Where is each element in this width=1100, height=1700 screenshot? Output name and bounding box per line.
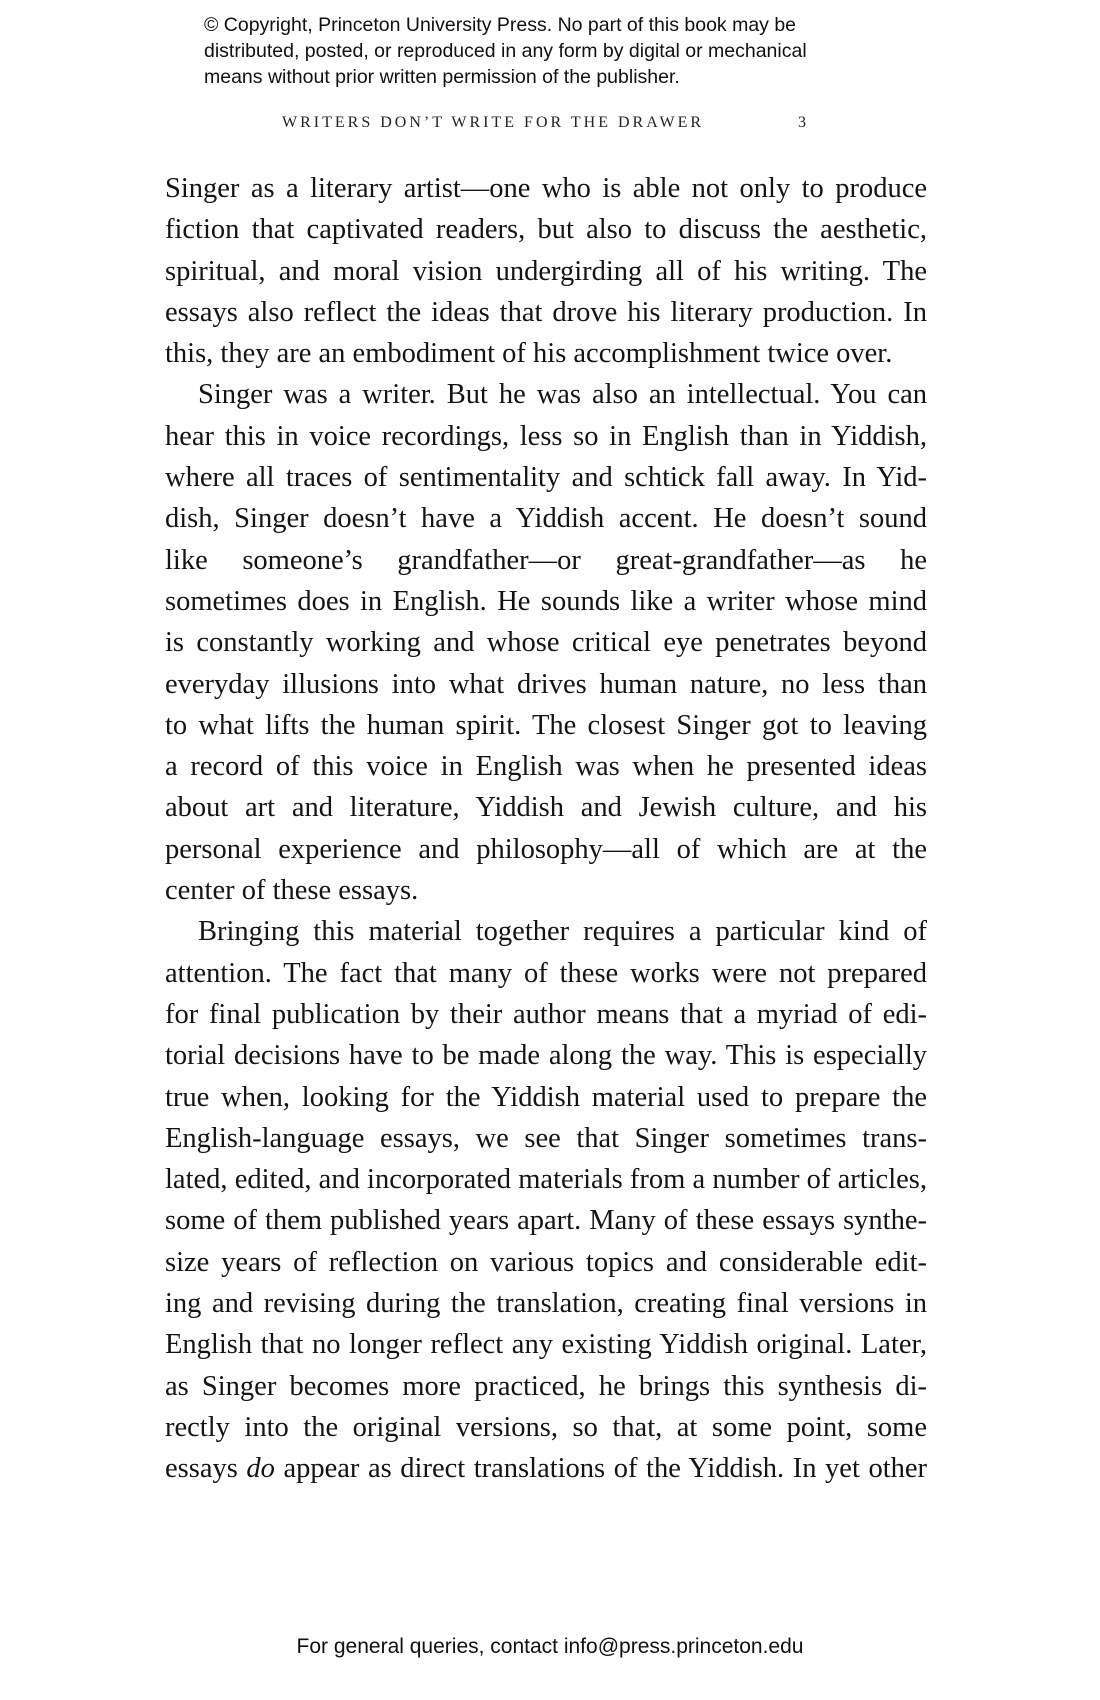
text-line: spiritual, and moral vision undergirding all of his writing. The	[165, 255, 927, 287]
text-line: sometimes does in English. He sounds like a writer whose mind	[165, 585, 927, 617]
running-head	[282, 114, 822, 132]
text-line: this, they are an embodiment of his accomplishment twice over.	[165, 338, 893, 370]
text-line: for final publication by their author means that a myriad of edi-	[165, 998, 927, 1030]
footer-contact: For general queries, contact info@press.princeton.edu	[296, 1635, 804, 1658]
text-line: essays also reflect the ideas that drove his literary production. In	[165, 296, 927, 328]
paragraph	[165, 168, 927, 374]
copyright-line: distributed, posted, or reproduced in any form by digital or mechanical	[204, 40, 807, 62]
text-fragment: appear as direct translations of the Yiddish. In yet other	[274, 1453, 927, 1485]
text-line: English that no longer reflect any existing Yiddish original. Later,	[165, 1329, 927, 1361]
text-line: about art and literature, Yiddish and Jewish culture, and his	[165, 792, 927, 824]
text-line: dish, Singer doesn’t have a Yiddish accent. He doesn’t sound	[165, 503, 927, 535]
text-line: lated, edited, and incorporated materials from a number of articles,	[165, 1164, 927, 1196]
text-line: fiction that captivated readers, but also to discuss the aesthetic,	[165, 214, 927, 246]
text-line: a record of this voice in English was when he presented ideas	[165, 751, 927, 783]
paragraph	[165, 911, 927, 1489]
running-head-title: WRITERS DON’T WRITE FOR THE DRAWER	[282, 114, 705, 131]
text-line: is constantly working and whose critical eye penetrates beyond	[165, 627, 927, 659]
text-line: Singer as a literary artist—one who is able not only to produce	[165, 173, 927, 204]
page-number: 3	[798, 114, 806, 131]
text-line: personal experience and philosophy—all of which are at the	[165, 833, 927, 865]
text-line: Singer was a writer. But he was also an intellectual. You can	[198, 379, 927, 411]
copyright-line: means without prior written permission of the publisher.	[204, 66, 680, 88]
text-line: some of them published years apart. Many of these essays synthe-	[165, 1205, 927, 1237]
text-line: true when, looking for the Yiddish material used to prepare the	[165, 1081, 927, 1113]
text-line: size years of reflection on various topics and considerable edit-	[165, 1246, 927, 1278]
text-line: where all traces of sentimentality and schtick fall away. In Yid-	[165, 462, 927, 494]
emphasis-text: do	[246, 1453, 275, 1485]
text-line: like someone’s grandfather—or great-grandfather—as he	[165, 544, 927, 576]
text-line: attention. The fact that many of these works were not prepared	[165, 957, 927, 989]
body-text	[165, 168, 927, 1490]
text-line: to what lifts the human spirit. The closest Singer got to leaving	[165, 709, 927, 741]
text-line: center of these essays.	[165, 875, 419, 907]
copyright-line: © Copyright, Princeton University Press. No part of this book may be	[204, 14, 797, 36]
text-line: ing and revising during the translation, creating final versions in	[165, 1288, 927, 1320]
text-line	[165, 1448, 927, 1489]
text-line: hear this in voice recordings, less so in English than in Yiddish,	[165, 420, 927, 452]
text-fragment: essays	[165, 1453, 247, 1485]
text-line: English-language essays, we see that Singer sometimes trans-	[165, 1122, 927, 1154]
paragraph	[165, 374, 927, 911]
text-line: everyday illusions into what drives human nature, no less than	[165, 668, 927, 700]
copyright-notice	[204, 12, 924, 90]
text-line: torial decisions have to be made along the way. This is especially	[165, 1040, 927, 1072]
text-line: as Singer becomes more practiced, he brings this synthesis di-	[165, 1370, 927, 1402]
text-line: rectly into the original versions, so that, at some point, some	[165, 1411, 927, 1443]
text-line: Bringing this material together requires a particular kind of	[198, 916, 927, 948]
